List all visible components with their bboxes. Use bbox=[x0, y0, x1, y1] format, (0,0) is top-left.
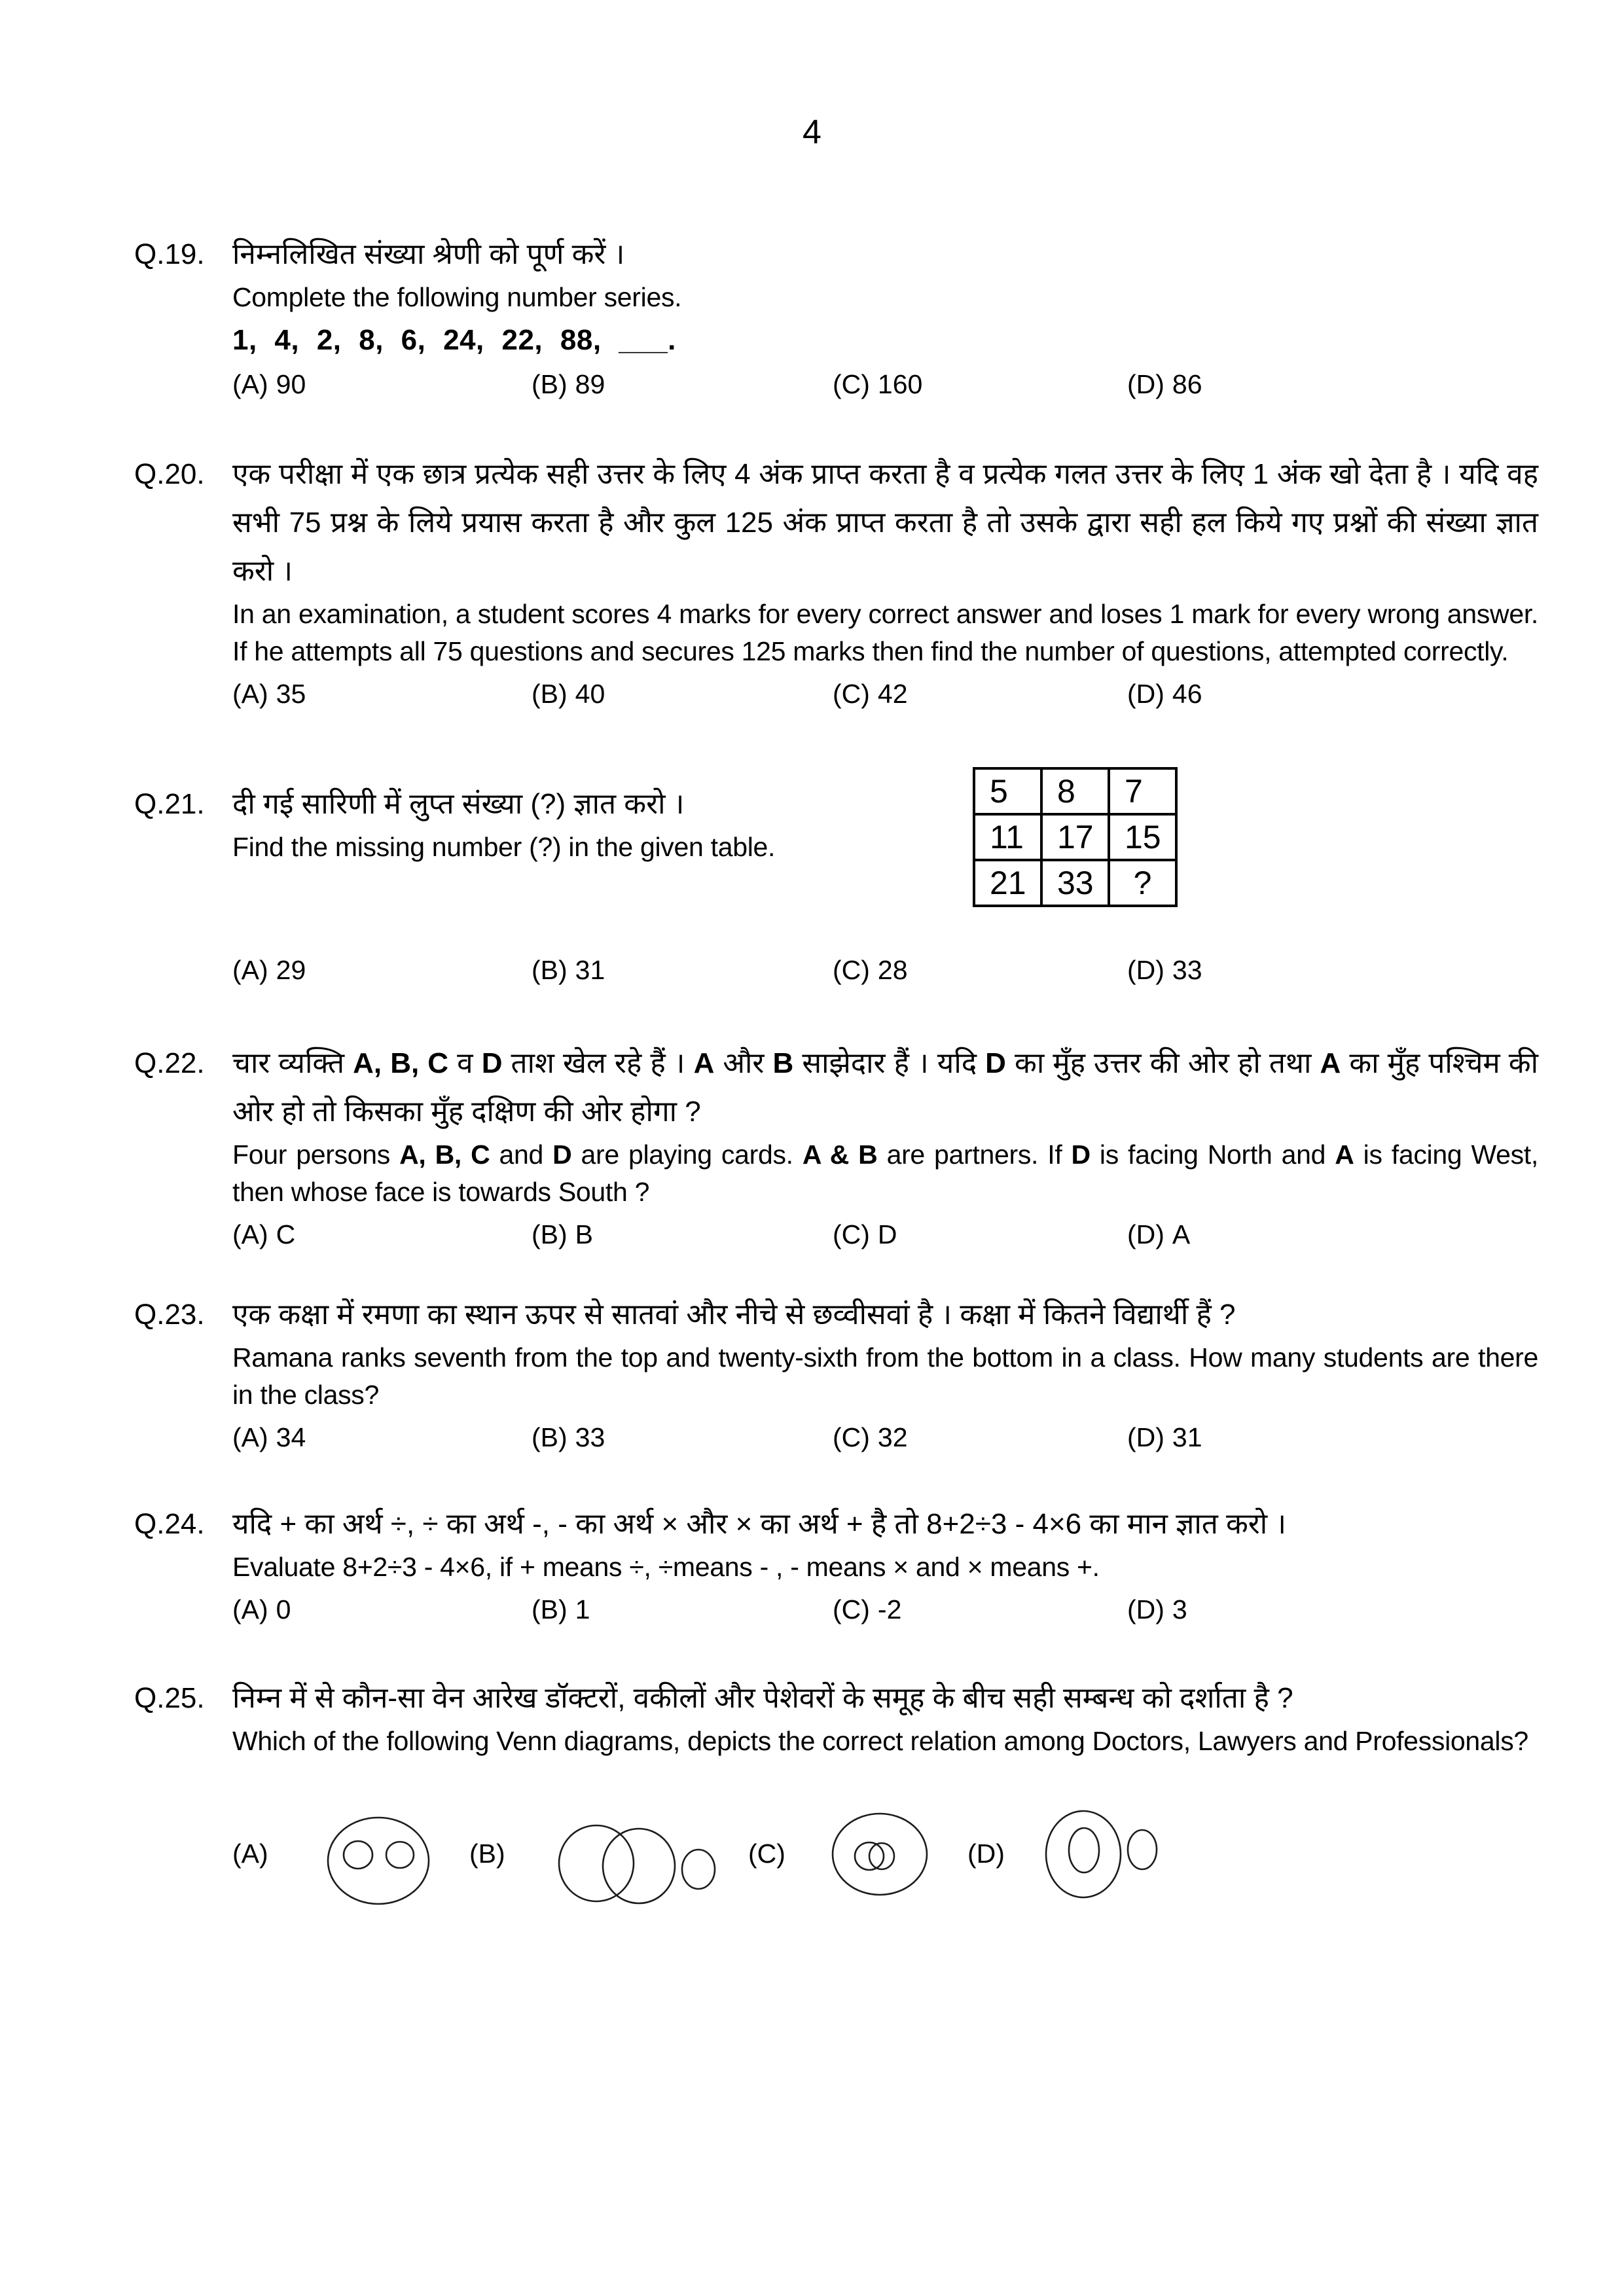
option-d: (D) A bbox=[1127, 1219, 1191, 1249]
option-b: (B) 89 bbox=[532, 369, 605, 399]
table-cell: 17 bbox=[1041, 814, 1109, 860]
option-b: (B) 1 bbox=[532, 1594, 590, 1624]
question-22-hindi-text: चार व्यक्ति A, B, C व D ताश खेल रहे हैं । A और B साझेदार हैं । यदि D का मुँह उत्तर की ओर हो तथा A का मुँह पश्चिम की ओर हो तो किसका मुँह दक्षिण की ओर होगा ? bbox=[232, 1047, 1538, 1128]
question-24-options bbox=[134, 1591, 1538, 1629]
option-c: (C) 28 bbox=[833, 955, 908, 985]
question-21-number: Q.21. bbox=[134, 788, 205, 820]
option-b: (B) 31 bbox=[532, 955, 605, 985]
question-23-number: Q.23. bbox=[134, 1299, 205, 1331]
question-20-hindi bbox=[134, 450, 1538, 596]
outside-ellipse bbox=[1128, 1830, 1157, 1869]
option-a: (A) C bbox=[232, 1219, 296, 1249]
question-23 bbox=[134, 1291, 1538, 1457]
separate-circle bbox=[682, 1850, 715, 1889]
venn-options-row bbox=[134, 1810, 1538, 1924]
question-21 bbox=[134, 773, 1538, 990]
inner-circle-1 bbox=[344, 1841, 372, 1869]
question-25-english: Which of the following Venn diagrams, depicts the correct relation among Doctors, Lawyers and Professionals? bbox=[232, 1726, 1528, 1756]
question-19-number: Q.19. bbox=[134, 238, 205, 270]
outer-ellipse bbox=[328, 1818, 429, 1904]
table-row bbox=[974, 860, 1176, 906]
venn-diagram-a-two-separate-circles-in-ellipse-icon bbox=[323, 1814, 434, 1910]
question-22-english: Four persons A, B, C and D are playing cards. A & B are partners. If D is facing North and A is facing West, then whose face is towards South ? bbox=[232, 1139, 1538, 1207]
option-d: (D) 33 bbox=[1127, 955, 1202, 985]
question-19-options bbox=[134, 366, 1538, 404]
question-20 bbox=[134, 450, 1538, 713]
option-d: (D) 46 bbox=[1127, 679, 1202, 709]
question-25-number: Q.25. bbox=[134, 1682, 205, 1714]
venn-diagram-c-two-overlapping-circles-in-ellipse-icon bbox=[830, 1812, 931, 1899]
question-25 bbox=[134, 1674, 1538, 1936]
question-22-options bbox=[134, 1216, 1538, 1254]
option-b: (B) B bbox=[532, 1219, 594, 1249]
table-cell: 5 bbox=[974, 768, 1041, 814]
page-number: 4 bbox=[803, 113, 821, 151]
question-24-english: Evaluate 8+2÷3 - 4×6, if + means ÷, ÷means - , - means × and × means +. bbox=[232, 1552, 1100, 1582]
option-c: (C) 160 bbox=[833, 369, 923, 399]
option-c: (C) D bbox=[833, 1219, 897, 1249]
venn-diagram-d-ellipse-with-inner-and-outside-ellipse-icon bbox=[1044, 1810, 1162, 1903]
option-d: (D) 86 bbox=[1127, 369, 1202, 399]
number-series: 1, 4, 2, 8, 6, 24, 22, 88, ___. bbox=[232, 324, 676, 356]
question-23-options bbox=[134, 1419, 1538, 1457]
option-a: (A) 34 bbox=[232, 1422, 306, 1452]
table-cell: 11 bbox=[974, 814, 1041, 860]
outer-ellipse bbox=[1046, 1811, 1121, 1897]
question-23-english: Ramana ranks seventh from the top and twenty-sixth from the bottom in a class. How many students are there in the class? bbox=[232, 1342, 1538, 1410]
option-a: (A) 0 bbox=[232, 1594, 291, 1624]
question-24-hindi-text: यदि + का अर्थ ÷, ÷ का अर्थ -, - का अर्थ × और × का अर्थ + है तो 8+2÷3 - 4×6 का मान ज्ञात करो । bbox=[232, 1508, 1287, 1540]
table-cell: 33 bbox=[1041, 860, 1109, 906]
table-cell: 21 bbox=[974, 860, 1041, 906]
inner-ellipse bbox=[1069, 1828, 1099, 1873]
overlap-ellipse-1 bbox=[559, 1825, 634, 1901]
inner-overlap-circle-2 bbox=[869, 1843, 894, 1869]
table-cell: 8 bbox=[1041, 768, 1109, 814]
question-19 bbox=[134, 230, 1538, 404]
option-b: (B) 33 bbox=[532, 1422, 605, 1452]
option-a: (A) 29 bbox=[232, 955, 306, 985]
missing-number-table bbox=[973, 767, 1178, 907]
question-23-hindi-text: एक कक्षा में रमणा का स्थान ऊपर से सातवां और नीचे से छव्वीसवां है । कक्षा में कितने विद्यार्थी हैं ? bbox=[232, 1299, 1236, 1331]
question-25-hindi-text: निम्न में से कौन-सा वेन आरेख डॉक्टरों, वकीलों और पेशेवरों के समूह के बीच सही सम्बन्ध को दर्शाता है ? bbox=[232, 1682, 1293, 1714]
question-21-hindi bbox=[134, 780, 959, 829]
venn-option-d-label: (D) bbox=[967, 1839, 1005, 1869]
option-a: (A) 90 bbox=[232, 369, 306, 399]
inner-circle-2 bbox=[386, 1842, 414, 1868]
question-22 bbox=[134, 1039, 1538, 1254]
question-19-english: Complete the following number series. bbox=[232, 282, 682, 312]
question-24-hindi bbox=[134, 1500, 1538, 1549]
overlap-ellipse-2 bbox=[603, 1829, 675, 1903]
question-19-hindi bbox=[134, 230, 1538, 279]
table-cell: ? bbox=[1109, 860, 1176, 906]
venn-option-a-label: (A) bbox=[232, 1839, 268, 1869]
venn-diagram-b-overlapping-ellipses-plus-separate-circle-icon bbox=[553, 1821, 723, 1910]
option-c: (C) 32 bbox=[833, 1422, 908, 1452]
question-24 bbox=[134, 1500, 1538, 1629]
question-19-hindi-text: निम्नलिखित संख्या श्रेणी को पूर्ण करें । bbox=[232, 238, 625, 270]
question-20-options bbox=[134, 675, 1538, 713]
table-row bbox=[974, 814, 1176, 860]
option-c: (C) 42 bbox=[833, 679, 908, 709]
question-20-number: Q.20. bbox=[134, 458, 205, 490]
option-d: (D) 31 bbox=[1127, 1422, 1202, 1452]
question-24-number: Q.24. bbox=[134, 1508, 205, 1540]
question-21-options bbox=[134, 952, 1538, 990]
question-20-hindi-text: एक परीक्षा में एक छात्र प्रत्येक सही उत्तर के लिए 4 अंक प्राप्त करता है व प्रत्येक गलत उत्तर के लिए 1 अंक खो देता है । यदि वह सभी 75 प्रश्न के लिये प्रयास करता है और कुल 125 अंक प्राप्त करता है तो उसके द्वारा सही हल किये गए प्रश्नों की संख्या ज्ञात करो । bbox=[232, 458, 1538, 587]
option-a: (A) 35 bbox=[232, 679, 306, 709]
table-row bbox=[974, 768, 1176, 814]
table-cell: 7 bbox=[1109, 768, 1176, 814]
question-22-hindi bbox=[134, 1039, 1538, 1136]
question-21-english: Find the missing number (?) in the given table. bbox=[232, 832, 776, 862]
question-22-number: Q.22. bbox=[134, 1047, 205, 1079]
question-20-english: In an examination, a student scores 4 marks for every correct answer and loses 1 mark for every wrong answer. If he attempts all 75 questions and secures 125 marks then find the number of questions, attempted correctly. bbox=[232, 599, 1538, 666]
outer-ellipse bbox=[833, 1814, 927, 1895]
question-23-hindi bbox=[134, 1291, 1538, 1339]
venn-option-b-label: (B) bbox=[469, 1839, 505, 1869]
option-d: (D) 3 bbox=[1127, 1594, 1187, 1624]
option-c: (C) -2 bbox=[833, 1594, 902, 1624]
question-25-hindi bbox=[134, 1674, 1538, 1723]
question-21-hindi-text: दी गई सारिणी में लुप्त संख्या (?) ज्ञात करो । bbox=[232, 788, 685, 820]
option-b: (B) 40 bbox=[532, 679, 605, 709]
table-cell: 15 bbox=[1109, 814, 1176, 860]
venn-option-c-label: (C) bbox=[748, 1839, 785, 1869]
